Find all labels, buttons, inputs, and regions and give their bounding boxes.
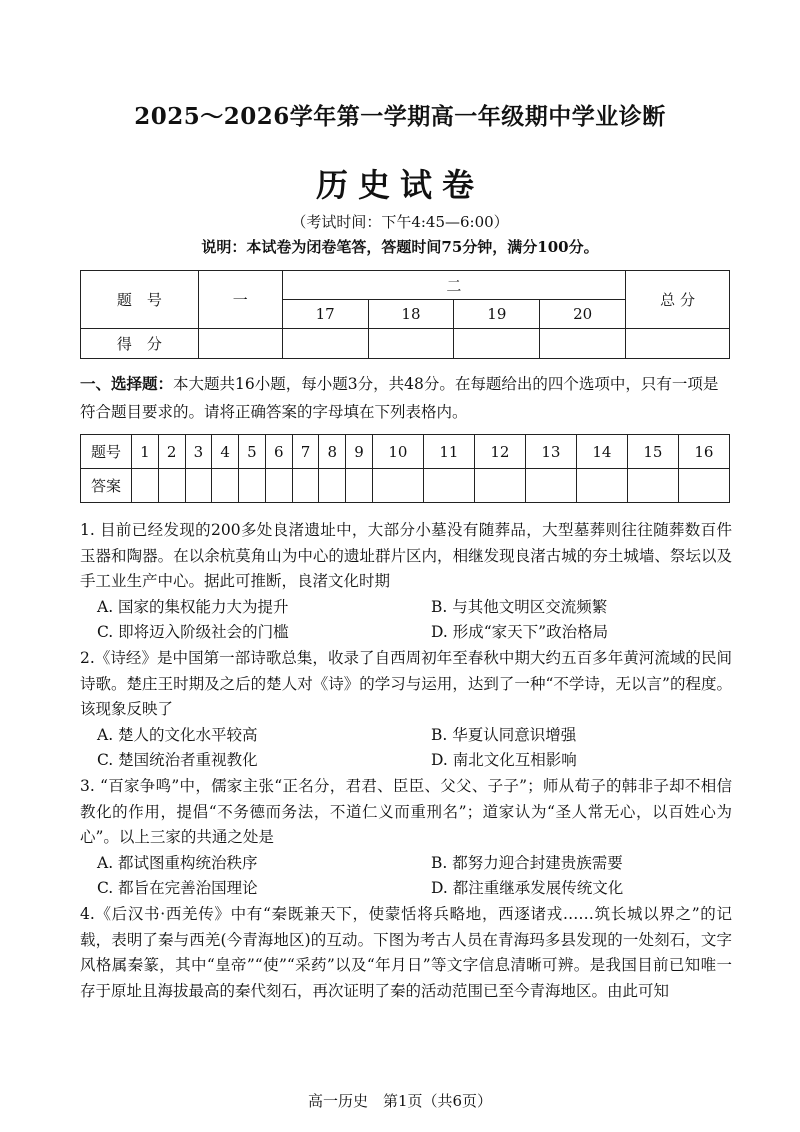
answer-number-7: 7 (292, 435, 319, 469)
question-list (80, 518, 732, 1004)
answer-cell-4[interactable] (212, 469, 239, 503)
answer-number-16: 16 (678, 435, 729, 469)
answer-cell-9[interactable] (346, 469, 373, 503)
answer-cell-5[interactable] (239, 469, 266, 503)
answer-number-14: 14 (576, 435, 627, 469)
score-q19: 19 (454, 300, 540, 329)
answer-number-8: 8 (319, 435, 346, 469)
answer-number-3: 3 (185, 435, 212, 469)
question-stem: 1. 目前已经发现的200多处良渚遗址中，大部分小墓没有随葬品，大型墓葬则往往随葬数百件玉器和陶器。在以余杭莫角山为中心的遗址群片区内，相继发现良渚古城的夯土城墙、祭坛以及手工业生产中心。据此可推断，良渚文化时期 (80, 521, 732, 591)
score-cell[interactable] (368, 329, 454, 359)
question-item (80, 518, 732, 646)
answer-cell-8[interactable] (319, 469, 346, 503)
answer-cell-14[interactable] (576, 469, 627, 503)
answer-table (80, 434, 730, 503)
answer-number-15: 15 (627, 435, 678, 469)
question-option: D. 都注重继承发展传统文化 (431, 879, 624, 898)
answer-cell-2[interactable] (158, 469, 185, 503)
score-part-two: 二 (282, 271, 625, 300)
score-q18: 18 (368, 300, 454, 329)
score-table (80, 270, 730, 359)
answer-number-1: 1 (132, 435, 159, 469)
score-cell[interactable] (540, 329, 626, 359)
answer-cell-16[interactable] (678, 469, 729, 503)
question-stem: 4.《后汉书·西羌传》中有“秦既兼天下，使蒙恬将兵略地，西逐诸戎……筑长城以界之”的记载，表明了秦与西羌(今青海地区)的互动。下图为考古人员在青海玛多县发现的一处刻石，文字风格属秦篆，其中“皇帝”“使”“采药”以及“年月日”等文字信息清晰可辨。是我国目前已知唯一存于原址且海拔最高的秦代刻石，再次证明了秦的活动范围已至今青海地区。由此可知 (80, 904, 732, 1000)
answer-cell-1[interactable] (132, 469, 159, 503)
answer-cell-7[interactable] (292, 469, 319, 503)
question-option: B. 华夏认同意识增强 (431, 725, 577, 744)
answer-label: 答案 (81, 469, 132, 503)
answer-number-10: 10 (372, 435, 423, 469)
answer-number-13: 13 (525, 435, 576, 469)
score-part-one: 一 (198, 271, 282, 329)
score-cell[interactable] (454, 329, 540, 359)
subject-title: 历史试卷 (315, 166, 484, 204)
answer-cell-13[interactable] (525, 469, 576, 503)
score-cell[interactable] (626, 329, 730, 359)
answer-number-6: 6 (265, 435, 292, 469)
question-option: D. 形成“家天下”政治格局 (431, 623, 609, 642)
section-one-text: 本大题共16小题，每小题3分，共48分。在每题给出的四个选项中，只有一项是符合题目要求的。请将正确答案的字母填在下列表格内。 (80, 375, 719, 421)
answer-number-2: 2 (158, 435, 185, 469)
question-option: D. 南北文化互相影响 (431, 751, 577, 770)
question-option: C. 楚国统治者重视教化 (97, 751, 258, 770)
answer-number-11: 11 (423, 435, 474, 469)
exam-instructions: 说明：本试卷为闭卷笔答，答题时间75分钟，满分100分。 (201, 238, 599, 256)
question-option: A. 国家的集权能力大为提升 (97, 597, 289, 616)
answer-number-12: 12 (474, 435, 525, 469)
exam-title: 2025～2026学年第一学期高一年级期中学业诊断 (134, 103, 666, 130)
section-one-intro (80, 370, 730, 426)
question-option: B. 都努力迎合封建贵族需要 (431, 853, 623, 872)
score-total-label: 总 分 (626, 271, 730, 329)
answer-cell-12[interactable] (474, 469, 525, 503)
question-item (80, 774, 732, 902)
question-stem: 2.《诗经》是中国第一部诗歌总集，收录了自西周初年至春秋中期大约五百多年黄河流域的民间诗歌。楚庄王时期及之后的楚人对《诗》的学习与运用，达到了一种“不学诗，无以言”的程度。该现象反映了 (80, 648, 732, 719)
question-stem: 3. “百家争鸣”中，儒家主张“正名分，君君、臣臣、父父、子子”；师从荀子的韩非子却不相信教化的作用，提倡“不务德而务法，不道仁义而重刑名”；道家认为“圣人常无心，以百姓心为心”。以上三家的共通之处是 (80, 776, 732, 847)
score-cell[interactable] (282, 329, 368, 359)
question-options (80, 595, 732, 646)
score-q17: 17 (282, 300, 368, 329)
score-label-points: 得 分 (81, 329, 199, 359)
answer-cell-3[interactable] (185, 469, 212, 503)
question-options (80, 851, 732, 902)
question-item (80, 646, 732, 774)
answer-cell-15[interactable] (627, 469, 678, 503)
question-option: A. 楚人的文化水平较高 (97, 725, 258, 744)
score-label-question: 题 号 (81, 271, 199, 329)
answer-number-5: 5 (239, 435, 266, 469)
page-footer: 高一历史 第1页（共6页） (307, 1092, 493, 1110)
question-option: C. 都旨在完善治国理论 (97, 879, 258, 898)
score-q20: 20 (540, 300, 626, 329)
answer-cell-11[interactable] (423, 469, 474, 503)
question-option: B. 与其他文明区交流频繁 (431, 597, 608, 616)
score-cell[interactable] (198, 329, 282, 359)
answer-cell-10[interactable] (372, 469, 423, 503)
answer-cell-6[interactable] (265, 469, 292, 503)
exam-time: （考试时间：下午4:45—6:00） (291, 213, 509, 231)
question-options (80, 723, 732, 774)
answer-row-label: 题号 (81, 435, 132, 469)
question-option: C. 即将迈入阶级社会的门槛 (97, 623, 289, 642)
section-one-heading: 一、选择题： (80, 374, 174, 393)
answer-number-9: 9 (346, 435, 373, 469)
answer-number-4: 4 (212, 435, 239, 469)
question-option: A. 都试图重构统治秩序 (97, 853, 258, 872)
question-item (80, 902, 732, 1004)
